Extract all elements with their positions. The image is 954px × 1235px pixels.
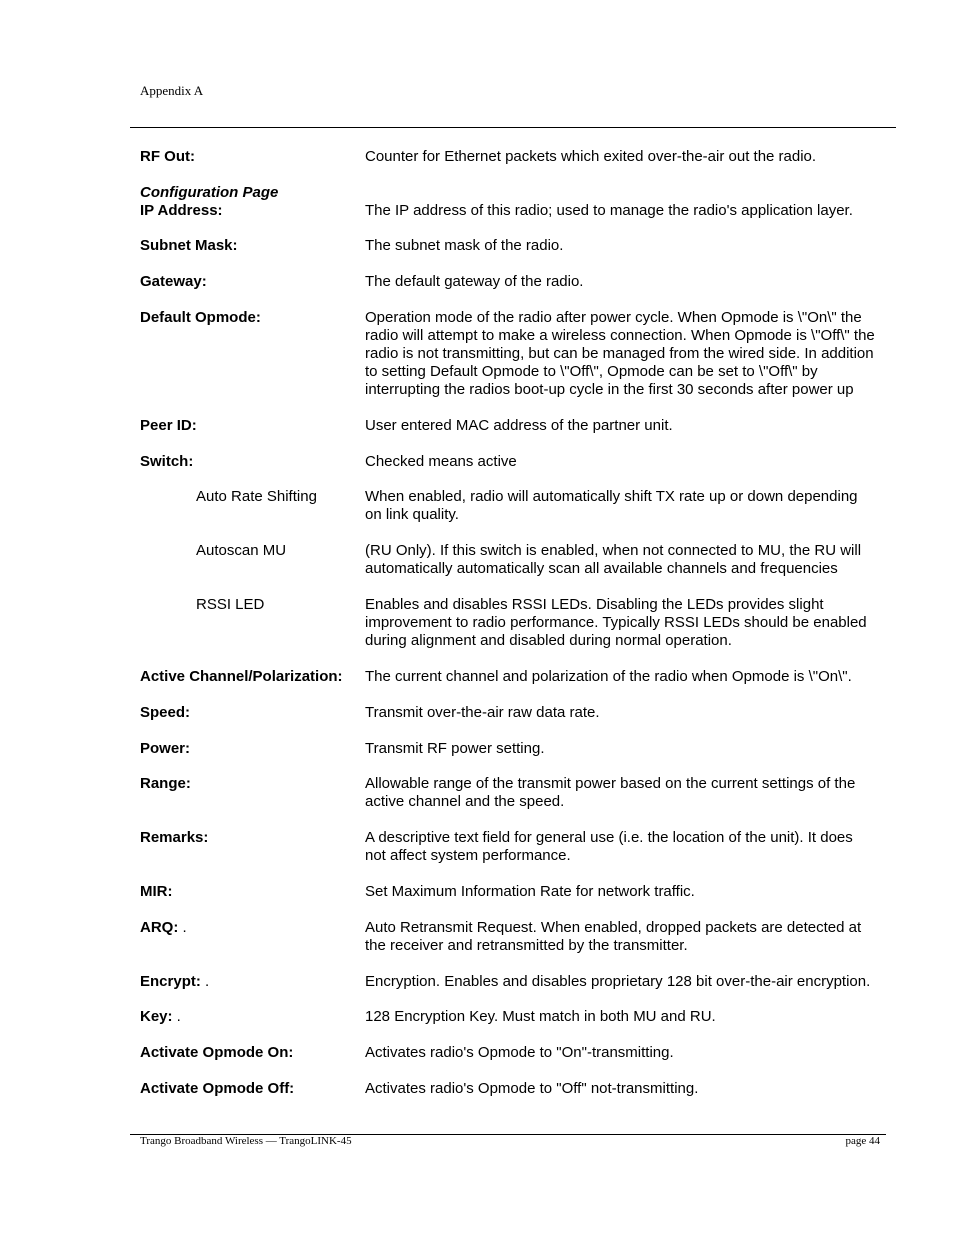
entry-default-opmode bbox=[140, 309, 900, 398]
entry-autoscan-mu bbox=[140, 542, 900, 577]
entry-power bbox=[140, 740, 900, 760]
entry-gateway bbox=[140, 273, 900, 293]
entry-term: IP Address: bbox=[140, 202, 223, 219]
entry-term: Active Channel/Polarization: bbox=[140, 668, 343, 685]
entry-term: Default Opmode: bbox=[140, 309, 261, 326]
entry-activate-opmode-off bbox=[140, 1080, 900, 1100]
section-heading: Configuration Page bbox=[140, 184, 279, 201]
entry-auto-rate-shifting bbox=[140, 488, 900, 523]
entry-description: The default gateway of the radio. bbox=[365, 273, 584, 290]
entry-description: Activates radio's Opmode to "Off" not-transmitting. bbox=[365, 1080, 699, 1097]
entry-term: Subnet Mask: bbox=[140, 237, 238, 254]
entry-term: Activate Opmode On: bbox=[140, 1044, 294, 1061]
entry-term: ARQ: . bbox=[140, 919, 187, 936]
entry-description: Allowable range of the transmit power based on the current settings of the active channel and the speed. bbox=[365, 775, 856, 810]
entry-encrypt bbox=[140, 973, 900, 993]
entry-term: Power: bbox=[140, 740, 191, 757]
entry-term: RF Out: bbox=[140, 148, 195, 165]
entry-description: When enabled, radio will automatically shift TX rate up or down depending on link quality. bbox=[365, 488, 858, 523]
entry-term: RSSI LED bbox=[196, 596, 265, 613]
entry-term: Activate Opmode Off: bbox=[140, 1080, 295, 1097]
entry-description: (RU Only). If this switch is enabled, when not connected to MU, the RU will automatically automatically scan all available channels and frequencies bbox=[365, 542, 862, 577]
entry-term: Range: bbox=[140, 775, 191, 792]
page-number: page 44 bbox=[845, 1135, 880, 1147]
entry-description: Checked means active bbox=[365, 453, 517, 470]
entry-rssi-led bbox=[140, 596, 900, 649]
entry-description: Encryption. Enables and disables proprietary 128 bit over-the-air encryption. bbox=[365, 973, 871, 990]
entry-activate-opmode-on bbox=[140, 1044, 900, 1064]
entry-mir bbox=[140, 883, 900, 903]
entry-peer-id bbox=[140, 417, 900, 437]
entry-description: Auto Retransmit Request. When enabled, dropped packets are detected at the receiver and retransmitted by the transmitter. bbox=[365, 919, 862, 954]
entry-description: The current channel and polarization of the radio when Opmode is \"On\". bbox=[365, 668, 852, 685]
entry-term: Gateway: bbox=[140, 273, 207, 290]
entry-term: Auto Rate Shifting bbox=[196, 488, 317, 505]
entry-arq bbox=[140, 919, 900, 954]
entry-term: Key: . bbox=[140, 1008, 181, 1025]
entry-switch bbox=[140, 453, 900, 473]
entry-remarks bbox=[140, 829, 900, 864]
entry-term: Speed: bbox=[140, 704, 191, 721]
entry-term: Autoscan MU bbox=[196, 542, 287, 559]
entry-rf-out bbox=[140, 148, 900, 168]
entry-range bbox=[140, 775, 900, 810]
entry-description: Set Maximum Information Rate for network traffic. bbox=[365, 883, 695, 900]
entry-term: Remarks: bbox=[140, 829, 209, 846]
entry-description: Transmit RF power setting. bbox=[365, 740, 545, 757]
entry-description: Counter for Ethernet packets which exited over-the-air out the radio. bbox=[365, 148, 817, 165]
entry-active-channel bbox=[140, 668, 900, 688]
entry-description: A descriptive text field for general use (i.e. the location of the unit). It does not affect system performance. bbox=[365, 829, 853, 864]
footer-title: Trango Broadband Wireless — TrangoLINK-45 bbox=[140, 1135, 352, 1147]
entry-description: Activates radio's Opmode to "On"-transmitting. bbox=[365, 1044, 674, 1061]
entry-term: Peer ID: bbox=[140, 417, 197, 434]
entry-description: User entered MAC address of the partner unit. bbox=[365, 417, 673, 434]
entry-speed bbox=[140, 704, 900, 724]
page-header-section: Appendix A bbox=[140, 83, 204, 98]
entry-key bbox=[140, 1008, 900, 1028]
entry-description: 128 Encryption Key. Must match in both MU and RU. bbox=[365, 1008, 716, 1025]
entry-ip-address bbox=[140, 202, 900, 222]
entry-description: The IP address of this radio; used to manage the radio's application layer. bbox=[365, 202, 853, 219]
header-rule bbox=[130, 127, 896, 128]
entry-description: Enables and disables RSSI LEDs. Disabling the LEDs provides slight improvement to radio performance. Typically RSSI LEDs should be enabled during alignment and disabled during normal operation. bbox=[365, 596, 867, 649]
entry-term: MIR: bbox=[140, 883, 173, 900]
entry-description: Transmit over-the-air raw data rate. bbox=[365, 704, 600, 721]
entry-description: Operation mode of the radio after power cycle. When Opmode is \"On\" the radio will attempt to make a wireless connection. When Opmode is \"Off\" the radio is not transmitting, but can be managed from the wired side. In addition to setting Default Opmode to \"Off\", Opmode can be set to \"Off\" by interrupting the radios boot-up cycle in the first 30 seconds after power up bbox=[365, 309, 875, 398]
entry-description: The subnet mask of the radio. bbox=[365, 237, 564, 254]
entry-term: Switch: bbox=[140, 453, 194, 470]
entry-subnet-mask bbox=[140, 237, 900, 257]
entry-term: Encrypt: . bbox=[140, 973, 210, 990]
